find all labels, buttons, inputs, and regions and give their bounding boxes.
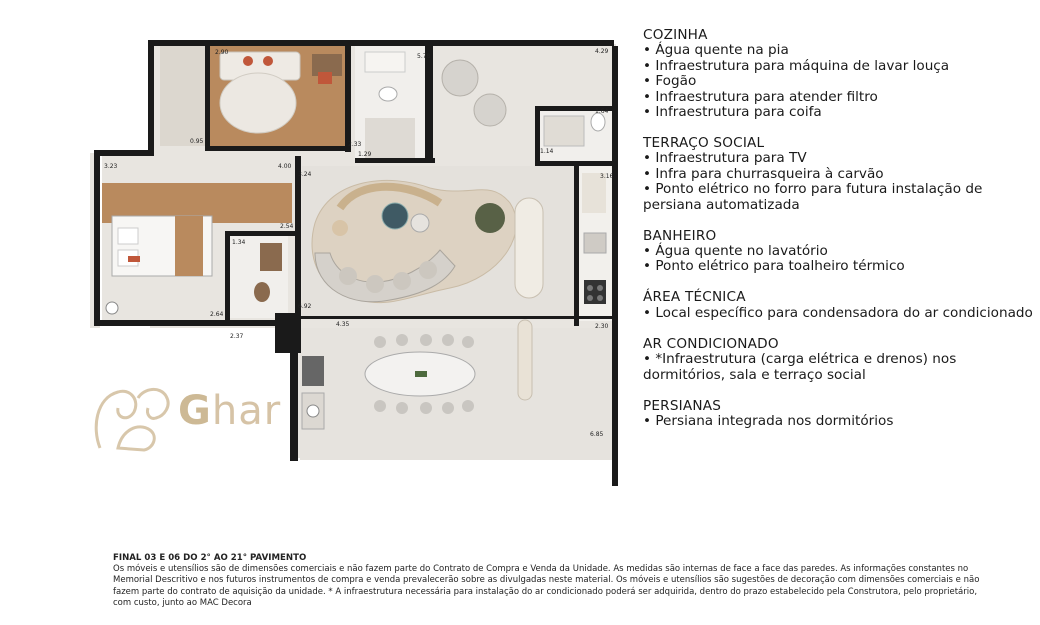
dim-label: 2.64 bbox=[210, 311, 224, 318]
feature-item: • Ponto elétrico no forro para futura instalação de persiana automatizada bbox=[643, 181, 983, 213]
feature-section-title: BANHEIRO bbox=[643, 227, 717, 244]
feature-item: • Fogão bbox=[643, 73, 697, 90]
footer-title: FINAL 03 E 06 DO 2° AO 21° PAVIMENTO bbox=[113, 553, 307, 563]
green-chair-icon bbox=[475, 203, 505, 233]
feature-item: • Infra para churrasqueira à carvão bbox=[643, 165, 884, 182]
dim-label: 5.78 bbox=[417, 53, 431, 60]
dim-label: 4.35 bbox=[336, 321, 350, 328]
dim-label: 3.23 bbox=[104, 163, 118, 170]
dim-label: 2.30 bbox=[595, 323, 609, 330]
dim-label: 1.14 bbox=[540, 148, 554, 155]
feature-section bbox=[643, 28, 1033, 120]
feature-item: • Local específico para condensadora do ar condicionado bbox=[643, 304, 1033, 321]
features-list bbox=[643, 28, 1033, 445]
logo-text: Ghar bbox=[178, 388, 282, 434]
feature-section-title: PERSIANAS bbox=[643, 397, 722, 414]
dim-label: 6.92 bbox=[298, 303, 312, 310]
dim-label: 6.85 bbox=[590, 431, 604, 438]
feature-item: • Infraestrutura para TV bbox=[643, 150, 807, 167]
feature-section-title: ÁREA TÉCNICA bbox=[643, 289, 746, 306]
terrace bbox=[300, 328, 616, 460]
kitchen-island bbox=[515, 198, 543, 298]
dim-label: 0.95 bbox=[190, 138, 204, 145]
dim-label: 2.90 bbox=[215, 49, 229, 56]
feature-item: • Persiana integrada nos dormitórios bbox=[643, 413, 894, 430]
dim-label: 2.37 bbox=[230, 333, 244, 340]
feature-item: • Ponto elétrico para toalheiro térmico bbox=[643, 258, 905, 275]
feature-item: • *Infraestrutura (carga elétrica e drenos) nos dormitórios, sala e terraço social bbox=[643, 351, 957, 383]
feature-section bbox=[643, 290, 1033, 321]
dim-label: 2.54 bbox=[280, 223, 294, 230]
dim-label: 1.29 bbox=[358, 151, 372, 158]
feature-section bbox=[643, 399, 1033, 430]
dim-label: 1.34 bbox=[232, 239, 246, 246]
feature-section bbox=[643, 229, 1033, 275]
dim-label: 4.00 bbox=[278, 163, 292, 170]
feature-section bbox=[643, 337, 1033, 383]
feature-item: • Água quente no lavatório bbox=[643, 243, 828, 260]
feature-section-title: TERRAÇO SOCIAL bbox=[643, 135, 765, 152]
bbq-icon bbox=[302, 356, 324, 386]
feature-item: • Água quente na pia bbox=[643, 42, 789, 59]
footer-body: Os móveis e utensílios são de dimensões comerciais e não fazem parte do Contrato de Compra e Venda da Unidade. As medidas são internas de face a face das paredes. As informações constantes no Memorial Descritivo e nos futuros instrumentos de compra e venda prevalecerão sobre as divulgadas neste material. Os móveis e utensílios são sugestões de decoração com dimensões comerciais e não fazem parte do contrato de aquisição da unidade. * A infraestrutura necessária para instalação do ar condicionado poderá ser adquirida, dentro do prazo estabelecido pela Construtora, pelo proprietário, com custo, junto ao MAC Decora bbox=[113, 564, 980, 608]
dim-label: 2.33 bbox=[348, 141, 362, 148]
armchair-icon bbox=[442, 60, 478, 96]
dim-label: 3.16 bbox=[600, 173, 614, 180]
dim-label: 1.64 bbox=[595, 108, 609, 115]
footer-disclaimer bbox=[113, 553, 993, 609]
feature-item: • Infraestrutura para atender filtro bbox=[643, 88, 878, 105]
rug-icon bbox=[220, 73, 296, 133]
feature-section bbox=[643, 136, 1033, 213]
dim-label: 3.24 bbox=[298, 171, 312, 178]
feature-item: • Infraestrutura para máquina de lavar louça bbox=[643, 57, 950, 74]
feature-section-title: AR CONDICIONADO bbox=[643, 335, 779, 352]
feature-section-title: COZINHA bbox=[643, 27, 708, 43]
dim-label: 4.29 bbox=[595, 48, 609, 55]
feature-item: • Infraestrutura para coifa bbox=[643, 104, 822, 121]
coffee-table-icon bbox=[382, 203, 408, 229]
